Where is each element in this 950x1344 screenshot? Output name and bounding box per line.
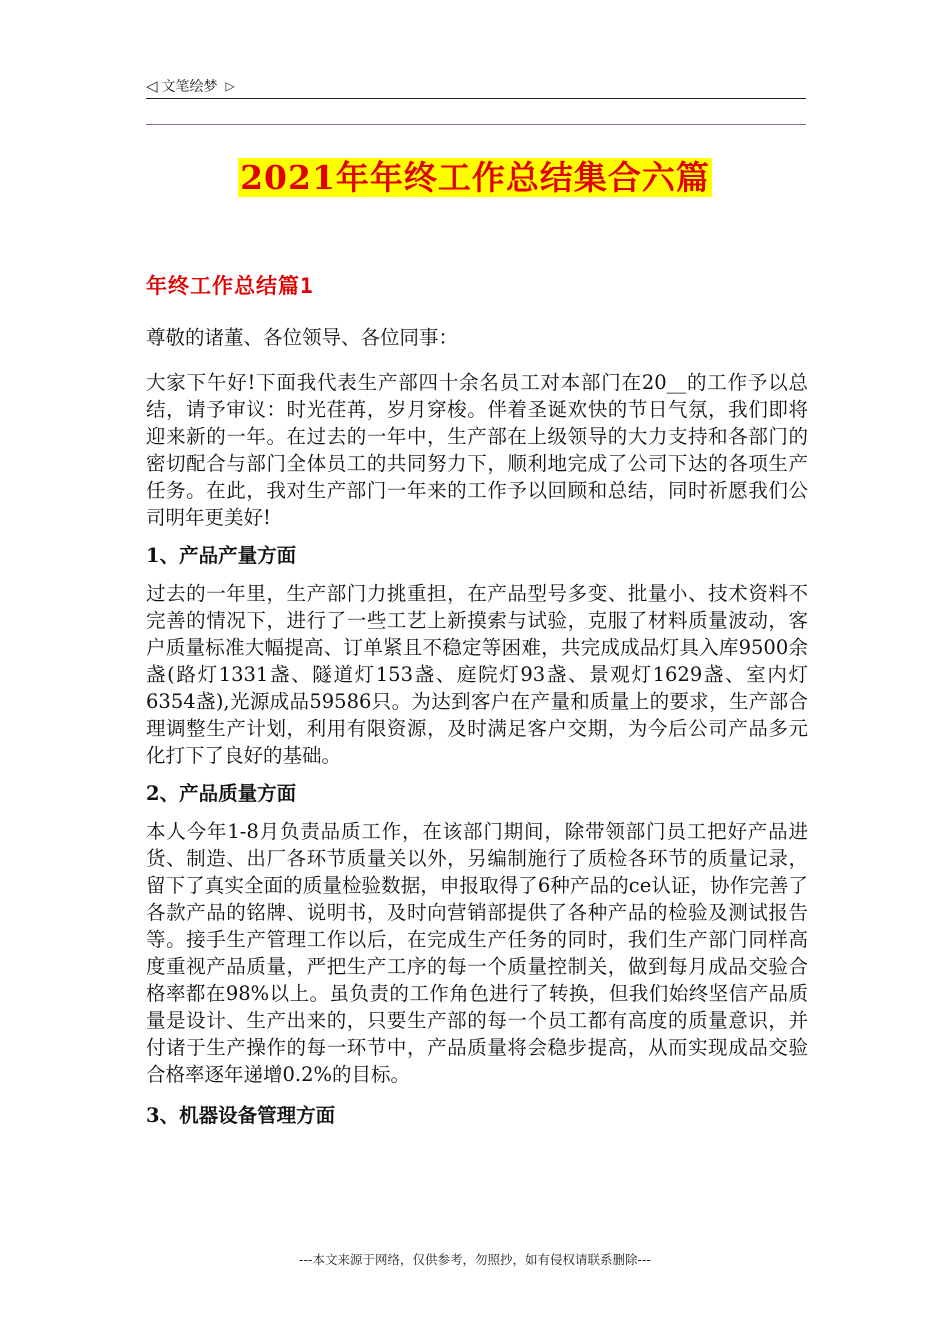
triangle-left-icon: ◁	[146, 76, 158, 95]
section-title: 年终工作总结篇1	[146, 274, 314, 298]
footer-disclaimer: ---本文来源于网络，仅供参考，勿照抄，如有侵权请联系删除---	[298, 1252, 652, 1267]
paragraph-product-quality: 本人今年1-8月负责品质工作，在该部门期间，除带领部门员工把好产品进货、制造、出厂各环节质量关以外，另编制施行了质检各环节的质量记录，留下了真实全面的质量检验数据，申报取得了6种产品的ce认证，协作完善了各款产品的铭牌、说明书，及时向营销部提供了各种产品的检验及测试报告等。接手生产管理工作以后，在完成生产任务的同时，我们生产部门同样高度重视产品质量，严把生产工序的每一个质量控制关，做到每月成品交验合格率都在98%以上。虽负责的工作角色进行了转换，但我们始终坚信产品质量是设计、生产出来的，只要生产部的每一个员工都有高度的质量意识，并付诸于生产操作的每一环节中，产品质量将会稳步提高，从而实现成品交验合格率逐年递增0.2%的目标。	[146, 820, 808, 1086]
title-divider	[146, 124, 806, 125]
salutation: 尊敬的诸董、各位领导、各位同事：	[146, 326, 459, 349]
brand-name: 文笔绘梦	[161, 79, 218, 95]
heading-product-quality: 2、产品质量方面	[146, 782, 297, 805]
document-title	[0, 152, 950, 199]
document-body	[146, 324, 808, 1140]
heading-production-output: 1、产品产量方面	[146, 544, 297, 567]
triangle-right-icon: ▷	[225, 79, 235, 93]
header	[146, 74, 806, 98]
heading-equipment-management: 3、机器设备管理方面	[146, 1104, 336, 1127]
header-divider	[146, 98, 806, 99]
intro-paragraph: 大家下午好!下面我代表生产部四十余名员工对本部门在20__的工作予以总结，请予审议：时光荏苒，岁月穿梭。伴着圣诞欢快的节日气氛，我们即将迎来新的一年。在过去的一年中，生产部在上级领导的大力支持和各部门的密切配合与部门全体员工的共同努力下，顺利地完成了公司下达的各项生产任务。在此，我对生产部门一年来的工作予以回顾和总结，同时祈愿我们公司明年更美好!	[146, 371, 808, 529]
paragraph-production-output: 过去的一年里，生产部门力挑重担，在产品型号多变、批量小、技术资料不完善的情况下，进行了一些工艺上新摸索与试验，克服了材料质量波动，客户质量标准大幅提高、订单紧且不稳定等困难，共完成成品灯具入库9500余盏(路灯1331盏、隧道灯153盏、庭院灯93盏、景观灯1629盏、室内灯6354盏),光源成品59586只。为达到客户在产量和质量上的要求，生产部合理调整生产计划，利用有限资源，及时满足客户交期，为今后公司产品多元化打下了良好的基础。	[146, 582, 808, 767]
document-title-text: 2021年年终工作总结集合六篇	[240, 158, 710, 197]
